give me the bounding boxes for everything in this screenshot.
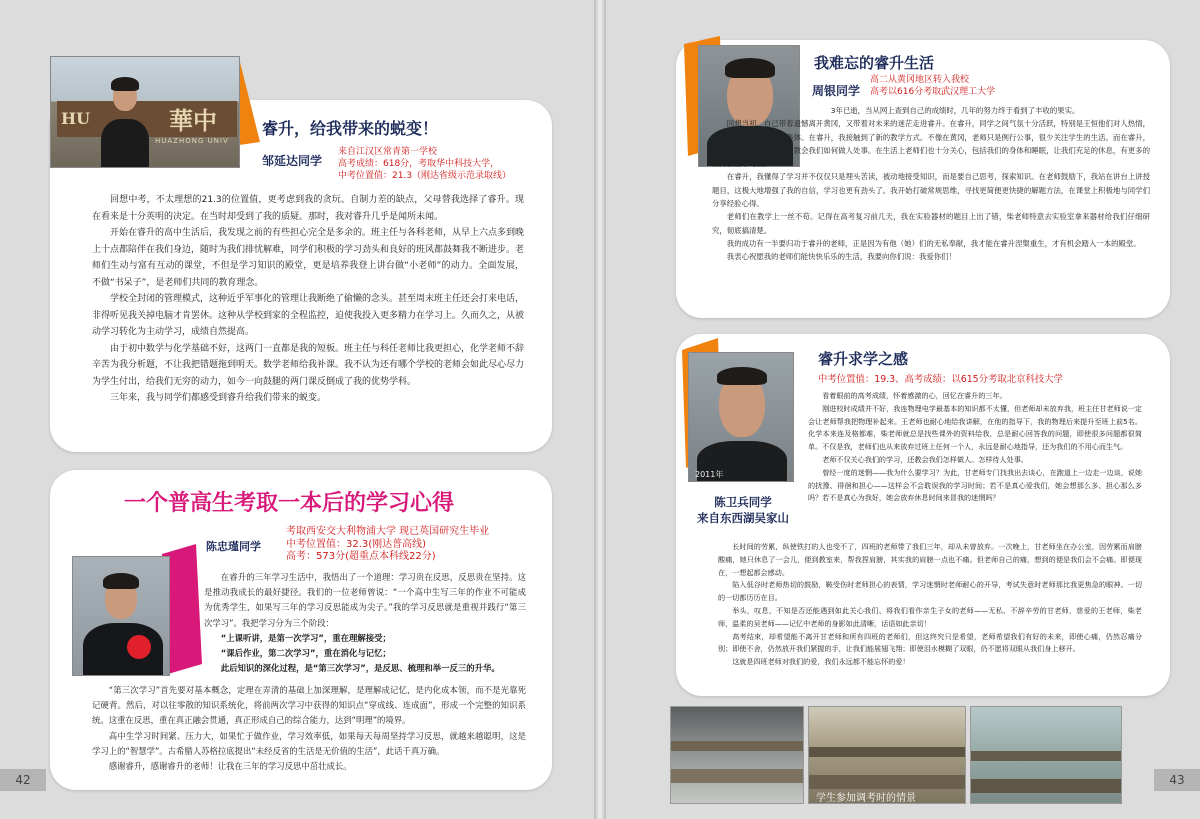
article-4-meta: 中考位置值：19.3、高考成绩：以615分考取北京科技大学 bbox=[818, 374, 1064, 385]
page-number-left: 42 bbox=[0, 769, 46, 791]
stage-3: 此后知识的深化过程，是“第三次学习”，是反思、梳理和举一反三的升华。 bbox=[220, 663, 500, 674]
article-1-student-name: 邹延达同学 bbox=[262, 154, 323, 168]
article-2-student-name: 陈忠瑾同学 bbox=[206, 540, 261, 553]
photo-sign-text: 華中 bbox=[169, 106, 217, 135]
photo-caption: 2011年 bbox=[695, 470, 724, 479]
article-2-meta: 考取西安交大利物浦大学 现已英国研究生毕业 中考位置值：32.3(刚达普高线) 高考：573分(超重点本科线22分) bbox=[286, 526, 490, 562]
student-photo-chen-zhongjin bbox=[72, 556, 170, 676]
article-2-body-bottom: “第三次学习”首先要对基本概念，定理在弄清的基础上加深理解，是理解成记忆，是内化成本领，而不是光靠死记硬背。然后，对以往零散的知识系统化，将前两次学习中获得的知识点“穿成线、连成面”，形成一个完整的知识系统。这重在反思，重在真正融会贯通，真正形成自己的综合能力，达到“明理”的境界。 高中生学习时间紧、压力大，如果忙于做作业，学习效率低，如果每天每周坚持学习反思，就越来越聪明，这是学习上的“智慧学”。古希腊人苏格拉底提出“未经反省的生活是无价值的生活”，此话千真万确。 感谢睿升，感谢睿升的老师！让我在三年的学习反思中茁壮成长。 bbox=[92, 685, 526, 772]
book-spine bbox=[594, 0, 606, 819]
article-4-student-name: 陈卫兵同学 来自东西湖吴家山 bbox=[697, 495, 789, 525]
article-3-student-name: 周银同学 bbox=[812, 84, 861, 98]
right-page bbox=[606, 0, 1200, 819]
photo-sign-en: HUAZHONG UNIV bbox=[155, 137, 229, 145]
article-3-body: 3年已逝，当从网上查到自己的成绩时，几年的努力终于看到了丰收的果实。 回想当初，自己带着遗憾离开黄冈，又带着对未来的迷茫走进睿升。在睿升，同学之间气氛十分活跃，特别是王恒他们对人热情，一下子就让我融入了新集体。在睿升，我接触到了新的教学方式。不像在黄冈，老师只是例行公事，很少关注学生的生活。而在睿升，老师们不仅传授知识，还教会我们如何做人处事。在生活上老师们也十分关心，包括我们的身体和睡眠，让我们充足的休息，有更多的精力放在学习上。 在睿升，我懂得了学习并不仅仅只是埋头苦读，被动地接受知识，而是要自己思考，探索知识。在老师鼓励下，我站在讲台上讲授题目，这极大地增强了我的自信，学习也更有劲头了。我开始打破常规思维，寻找更简便更快捷的解题方法，在课堂上积极地与同学们分享经验心得。 老师们在教学上一丝不苟。记得在高考复习前几天，我在实验器材的题目上出了错，柴老师特意去实验室拿来器材给我们仔细研究，彻底搞清楚。 我的成功有一半要归功于睿升的老师，正是因为有他（她）们的无私奉献，我才能在睿升涅槃重生，才有机会踏入一本的殿堂。 我衷心祝愿我的老师们能快快乐乐的生活，我要向你们说：我爱你们！ bbox=[712, 106, 1150, 262]
gallery-caption: 学生参加调考时的情景 bbox=[816, 793, 916, 804]
left-page bbox=[0, 0, 594, 819]
stage-1: “上课听讲，是第一次学习”，重在理解接受； bbox=[220, 632, 391, 643]
stage-2: “课后作业，第二次学习”，重在消化与记忆； bbox=[220, 648, 391, 659]
page-number-right: 43 bbox=[1154, 769, 1200, 791]
exam-photo-1 bbox=[670, 706, 804, 804]
article-4-title: 睿升求学之感 bbox=[818, 350, 909, 368]
article-3-meta: 高二从黄冈地区转入我校 高考以616分考取武汉理工大学 bbox=[870, 75, 996, 97]
article-3-title: 我难忘的睿升生活 bbox=[814, 54, 935, 72]
article-1-meta: 来自江汉区常青第一学校 高考成绩：618分，考取华中科技大学， 中考位置值：21.3（刚达省级示范录取线） bbox=[338, 147, 512, 181]
article-4-body-top: 看着眼前的高考成绩，怀着感激的心，回忆在睿升的三年。 刚进校时成绩并不好，我连物理电学最基本的知识都不太懂，但老师却未放弃我，班主任甘老师说一定会让老师帮我把物理补起来。王老师也耐心地给我讲解，在他的指导下，我的物理后来提升至班上前5名。化学本来连及格都难，柴老师就总是找些课外的资料给我，总是耐心回答我的问题，即使很多问题都很简单。不仅是我，老师们也从来放弃过班上任何一个人，永远是耐心地指导，还为我们的不用心而生气。 老师不仅关心我们的学习，还教会我们怎样做人。怎样待人处事。 曾经一度的迷惘——我为什么要学习？为此，甘老师专门找我出去谈心，在跑道上一边走一边谈，说她的扰豫、徘徊和担心——这样会不会耽误我的学习时间；若不是真心爱我们，她会想那么多、担心那么多吗？若不是真心为我好，她会放弃休息时间来冒我的迷惘吗？ bbox=[808, 391, 1142, 503]
article-4-body-bottom: 长时间的劳累，纵使铁打的人也受不了，四班的老师带了我们三年，却从未曾放弃。一次晚上，甘老师坐在办公室，因劳累而肩膀酸痛，她只休息了一会儿，便到教室来，帮我捏肩膀，其实我的肩膀一点也不痛。但老师自己的痛，想到的便是我们会不会痛。即便现在，一想起都会感动。 陷入低谷时老师热切的鼓励，鞍受伤时老师担心的表情，学习迷惘时老师耐心的开导，考试失意时老师那比我更焦急的眼神。一切的一切都历历在目。 举头，叹息，不知是否还能遇到如此关心我们、将我们看作亲生子女的老师——无私、不辞辛劳的甘老师，慈爱的王老师，柴老师，温柔的吴老师——记忆中老师的身影如此清晰，话语如此亲切！ 高考结束，却希望能不离开甘老师和所有四班的老师们，但这终究只是希望，老师希望我们有好的未来，即使心痛，仍然忍痛分别；即使不舍，仍然放开我们紧握的手，让我们能展翅飞翔；即使泪水模糊了双眼，仍不愿将双眼从我们身上移开。 这就是四班老师对我们的爱，我们永远都不能忘怀的爱！ bbox=[718, 542, 1142, 667]
article-1-body: 回想中考，不太理想的21.3的位置值，更考虑到我的贪玩、自制力差的缺点，父母替我选择了睿升。现在看来是十分英明的决定。在当时却受到了我的质疑。那时，我对睿升几乎是闻所未闻。 开始在睿升的高中生活后，我发现之前的有些担心完全是多余的。班主任与各科老师，从早上六点多到晚上十点都陪伴在我们身边，随时为我们排忧解难，同学们积极的学习劲头和良好的班风都鼓舞我不断进步。老师们生动与富有互动的课堂，不但是学习知识的殿堂，更是培养我登上讲台做“小老师”的动力。全面发展，不做“书呆子”，是老师们共同的教育理念。 学校全封闭的管理模式，这种近乎军事化的管理让我断绝了偷懒的念头。甚至周末班主任还会打来电话，非得听见我关掉电脑才肯罢休。这种从学校到家的全程监控，迫使我投入更多精力在学习上。久而久之，从被动学习转化为主动学习，成绩自然提高。 由于初中数学与化学基础不好，这两门一直都是我的短板。班主任与科任老师比我更担心，化学老师不辞辛苦为我分析题，不让我把错题拖到明天。数学老师给我补课。我不认为还有哪个学校的老师会如此尽心尽力为学生付出，给我们无穷的动力，如今一向鼓腿的两门课反倒成了我的优势学科。 三年来，我与同学们都感受到睿升给我们带来的蜕变。 bbox=[92, 195, 525, 403]
student-photo-zou: 華中 HUAZHONG UNIV HU bbox=[50, 56, 240, 168]
exam-photo-3 bbox=[970, 706, 1122, 804]
student-photo-chen-weibing bbox=[688, 352, 794, 482]
article-2-title: 一个普高生考取一本后的学习心得 bbox=[124, 491, 455, 516]
article-2-body-top: 在睿升的三年学习生活中，我悟出了一个道理：学习贵在反思，反思贵在坚持。这是推动我成长的最好捷径。我们的一位老师曾说：“一个高中生写三年的作业不可能成为优秀学生，如果写三年的学习反思能成为尖子。”我的学习反思就是重视并践行“第三次学习”。我把学习分为三个阶段： “上课听讲，是第一次学习”，重在理解接受； “课后作业，第二次学习”，重在消化与记忆； 此后知识的深化过程，是“第三次学习”，是反思、梳理和举一反三的升华。 bbox=[204, 570, 526, 676]
article-1-title: 睿升，给我带来的蜕变！ bbox=[262, 119, 439, 138]
